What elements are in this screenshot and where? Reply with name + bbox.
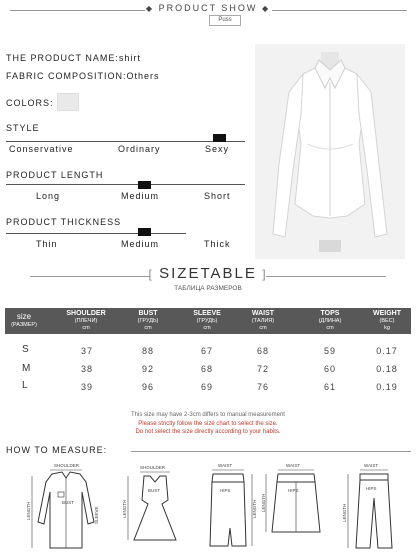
sizetable-subtitle: ТАБЛИЦА РАЗМЕРОВ	[174, 285, 242, 292]
col-header-sub: (ПЛЕЧИ)	[74, 318, 98, 324]
table-cell: 72	[256, 364, 269, 374]
row-size: L	[22, 380, 28, 391]
length-label: PRODUCT LENGTH	[6, 170, 104, 180]
shoulder-label: SHOULDER	[54, 463, 80, 468]
product-name-row	[6, 53, 141, 63]
table-cell: 76	[256, 382, 269, 392]
thickness-option: Thin	[36, 239, 58, 249]
length-label-diagram: LENGTH	[261, 493, 266, 512]
length-label-diagram: LENGTH	[26, 501, 31, 520]
table-cell: 92	[141, 364, 154, 374]
col-header-sub: (ГРУДЬ)	[196, 318, 218, 324]
style-marker	[213, 134, 226, 142]
col-header-unit: cm	[326, 325, 334, 331]
hips-label: HIPS	[288, 488, 299, 493]
table-cell: 60	[323, 364, 336, 374]
product-photo	[255, 44, 405, 259]
warning-note: Please strictly follow the size chart to select the size.	[138, 421, 278, 427]
hips-label: HIPS	[220, 488, 231, 493]
length-option: Long	[36, 191, 61, 201]
thickness-marker	[138, 228, 151, 236]
style-scale-line	[6, 141, 245, 142]
table-cell: 38	[80, 364, 93, 374]
brand-label: Puss	[209, 15, 241, 26]
length-option: Medium	[121, 191, 160, 201]
col-header-main: SHOULDER	[66, 310, 106, 317]
col-header-sub: (ТАЛИЯ)	[251, 318, 275, 324]
skirt-measure-diagram	[198, 462, 258, 552]
col-header-waist	[238, 308, 288, 334]
waist-label: WAIST	[218, 463, 233, 468]
colors-label: COLORS:	[6, 98, 54, 108]
table-cell: 88	[141, 346, 154, 356]
table-cell: 59	[323, 346, 336, 356]
sizetable-title-text: SIZETABLE	[159, 265, 257, 282]
style-option: Conservative	[9, 144, 74, 154]
col-header-main: TOPS	[320, 310, 340, 317]
length-label-diagram: LENGTH	[342, 503, 347, 522]
dress-measure-diagram	[120, 462, 190, 552]
col-header-unit: cm	[82, 325, 90, 331]
table-cell: 67	[200, 346, 213, 356]
color-swatch[interactable]	[57, 93, 79, 111]
length-label-diagram: LENGTH	[122, 499, 127, 518]
sleeve-label-diagram: SLEEVE	[94, 506, 99, 524]
mini-skirt-measure-diagram	[262, 462, 332, 552]
col-header-main: BUST	[138, 310, 158, 317]
row-size: S	[22, 344, 29, 355]
fabric-row	[6, 71, 160, 81]
fabric-value: Others	[126, 71, 160, 81]
length-option: Short	[204, 191, 231, 201]
sizetable-title: [ SIZETABLE ]	[148, 265, 268, 282]
measurement-note: This size may have 2-3cm differs to manual measurement	[131, 412, 285, 418]
thickness-label: PRODUCT THICKNESS	[6, 217, 122, 227]
length-label-diagram: LENGTH	[252, 499, 257, 518]
table-cell: 68	[256, 346, 269, 356]
table-cell: 68	[200, 364, 213, 374]
waist-label: WAIST	[364, 463, 379, 468]
shirt-illustration	[255, 44, 405, 259]
table-cell: 39	[80, 382, 93, 392]
table-cell: 0.18	[376, 364, 398, 374]
shirt-measure-diagram	[22, 462, 110, 552]
col-header-bust	[123, 308, 173, 334]
table-cell: 0.17	[376, 346, 398, 356]
shoulder-label: SHOULDER	[140, 465, 166, 470]
header-title: PRODUCT SHOW	[158, 3, 258, 13]
diamond-icon: ◆	[145, 4, 155, 13]
col-header-main: SLEEVE	[193, 310, 221, 317]
header	[0, 3, 416, 13]
table-cell: 0.19	[376, 382, 398, 392]
col-header-sleeve	[182, 308, 232, 334]
table-cell: 61	[323, 382, 336, 392]
col-header-main: WEIGHT	[373, 310, 401, 317]
warning-note: Do not select the size directly according to your habits.	[135, 429, 281, 435]
col-header-unit: cm	[203, 325, 211, 331]
length-marker	[138, 181, 151, 189]
waist-label: WAIST	[286, 463, 301, 468]
col-header-size	[5, 308, 43, 334]
col-header-unit: kg	[384, 325, 390, 331]
col-header-sub: (ГРУДЬ)	[137, 318, 159, 324]
how-to-measure-line	[131, 451, 411, 452]
style-label: STYLE	[6, 123, 40, 133]
product-name-value: shirt	[118, 53, 141, 63]
col-header-main: size	[16, 312, 32, 321]
product-name-label: THE PRODUCT NAME:	[6, 53, 119, 63]
thickness-option: Thick	[204, 239, 231, 249]
table-cell: 69	[200, 382, 213, 392]
col-header-weight	[363, 308, 411, 334]
bust-label-diagram: BUST	[62, 500, 75, 505]
table-cell: 96	[141, 382, 154, 392]
col-header-main: WAIST	[251, 310, 275, 317]
col-header-shoulder	[57, 308, 115, 334]
col-header-sub: (РАЗМЕР)	[11, 322, 37, 328]
bust-label-diagram: BUST	[148, 488, 161, 493]
style-option: Sexy	[205, 144, 230, 154]
diamond-icon: ◆	[261, 4, 271, 13]
table-cell: 37	[80, 346, 93, 356]
length-scale-line	[6, 184, 245, 185]
thickness-option: Medium	[121, 239, 160, 249]
col-header-sub: (ВЕС)	[379, 318, 395, 324]
row-size: M	[22, 363, 31, 374]
style-option: Ordinary	[118, 144, 161, 154]
thickness-scale-line	[6, 233, 186, 234]
how-to-measure-title: HOW TO MEASURE:	[6, 445, 108, 455]
fabric-label: FABRIC COMPOSITION:	[6, 71, 127, 81]
size-table-header	[5, 308, 411, 334]
hips-label: HIPS	[366, 486, 377, 491]
col-header-sub: (ДЛИНА)	[318, 318, 342, 324]
col-header-tops	[305, 308, 355, 334]
col-header-unit: cm	[144, 325, 152, 331]
pants-measure-diagram	[340, 462, 410, 552]
col-header-unit: cm	[259, 325, 267, 331]
